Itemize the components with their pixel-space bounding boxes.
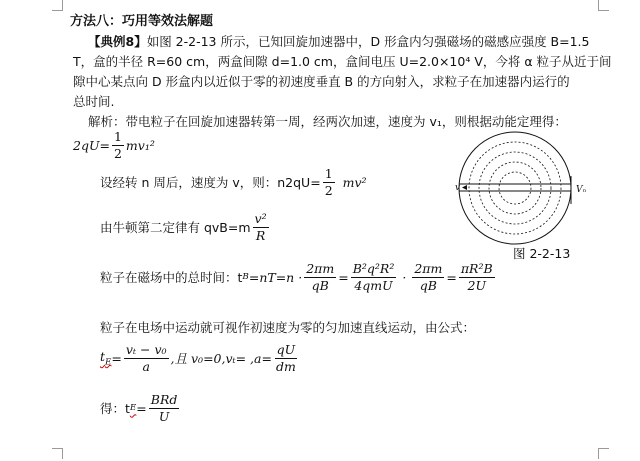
eq1-left: 2qU= — [73, 137, 110, 153]
eq7-eq: = — [136, 400, 147, 416]
dashed-circle-1 — [469, 142, 561, 234]
eq4-f4-num: πR²B — [460, 261, 493, 276]
example-line-3: 隙中心某点向 D 形盒内以近似于零的初速度垂直 B 的方向射入，求粒子在加速器内运行的 — [73, 74, 570, 89]
eq2-prefix: 设经转 n 周后，速度为 v，则：n2qU= — [100, 175, 321, 191]
solution-intro: 解析：带电粒子在回旋加速器转第一周，经两次加速，速度为 v₁，则根据动能定理得： — [88, 114, 567, 129]
example-line-2: T，盒的半径 R=60 cm，两盒间隙 d=1.0 cm，盒间电压 U=2.0×10⁴ V，今将 α 粒子从近于间 — [73, 54, 612, 69]
eq4-dot: · — [402, 269, 407, 285]
eq4-f3-num: 2πm — [414, 261, 443, 276]
eq4-f4-den: 2U — [467, 277, 486, 293]
eq4-sub: B — [242, 272, 249, 283]
dashed-circle-4 — [499, 172, 531, 204]
label-vn: Vₙ — [576, 185, 587, 195]
eq3-prefix: 由牛顿第二定律有 qvB=m — [100, 220, 251, 236]
example-line-1 — [88, 32, 589, 50]
section-heading: 方法八：巧用等效法解题 — [70, 14, 214, 29]
eq7-prefix: 得：t — [100, 401, 130, 417]
eq4-fraction-3 — [412, 262, 444, 293]
eq4-f2-den: 4qmU — [354, 277, 393, 293]
eq4-prefix: 粒子在磁场中的总时间：t — [100, 270, 243, 286]
eq6-num2: qU — [276, 342, 296, 357]
eq4-f1-num: 2πm — [306, 261, 335, 276]
eq2-fraction — [323, 167, 335, 198]
left-arrow-icon — [462, 185, 467, 190]
example-tag: 【典例8】 — [88, 34, 147, 49]
eq1-den: 2 — [113, 145, 122, 161]
eq1-right: mv₁² — [125, 137, 155, 153]
eq3-den: R — [255, 227, 266, 243]
eq3-num: v² — [254, 211, 267, 226]
eq4-f2-num: B²q²R² — [352, 261, 395, 276]
eq4-f3-den: qB — [419, 277, 437, 293]
eq2-right: mv² — [342, 174, 367, 190]
eq4-eq2: = — [446, 269, 457, 285]
eq7-den: U — [158, 408, 170, 424]
eq4-eq1: = — [338, 269, 349, 285]
cyclotron-figure — [455, 128, 615, 248]
eq6-eq: = — [111, 350, 122, 366]
eq6-mid: ,且 v₀=0,vₜ= ,a= — [170, 351, 272, 367]
eq1-num: 1 — [113, 129, 122, 144]
eq7-fraction — [149, 393, 180, 424]
dashed-circle-2 — [479, 152, 551, 224]
eq6-num: vₜ − v₀ — [125, 342, 167, 357]
eq6-left-t: t — [100, 349, 106, 364]
crop-mark-top-left — [52, 0, 63, 11]
eq2-num: 1 — [324, 166, 333, 181]
eq4-fraction-1 — [304, 262, 336, 293]
label-v: v — [455, 183, 461, 193]
eq6-fraction-2 — [274, 343, 298, 374]
equation-magnetic-total-time — [100, 262, 497, 293]
electric-field-statement: 粒子在电场中运动就可视作初速度为零的匀加速直线运动，由公式： — [100, 320, 476, 335]
eq6-left — [100, 349, 111, 368]
outer-circle — [459, 132, 571, 244]
equation-newton-second-law — [100, 212, 271, 243]
eq6-fraction-1 — [124, 343, 169, 374]
eq4-f1-den: qB — [311, 277, 329, 293]
eq6-den: a — [142, 358, 150, 374]
eq2-den: 2 — [324, 182, 333, 198]
crop-mark-bottom-left — [52, 448, 63, 459]
equation-electric-time — [100, 343, 300, 374]
crop-mark-bottom-right — [598, 448, 609, 459]
eq6-den2: dm — [275, 358, 296, 374]
eq4-mid: =nT=n · — [248, 269, 303, 285]
eq4-fraction-4 — [459, 262, 495, 293]
example-text-1: 如图 2-2-13 所示，已知回旋加速器中，D 形盒内匀强磁场的磁感应强度 B=1.5 — [146, 34, 590, 49]
eq6-sub: E — [105, 357, 112, 368]
dashed-circle-3 — [489, 162, 541, 214]
example-line-4: 总时间. — [73, 94, 115, 109]
eq4-fraction-2 — [351, 262, 397, 293]
eq1-fraction — [112, 130, 124, 161]
crop-mark-top-right — [598, 0, 609, 11]
equation-energy-first-turn — [73, 130, 155, 161]
eq7-num: BRd — [150, 392, 178, 407]
figure-caption: 图 2-2-13 — [513, 246, 571, 261]
eq3-fraction — [253, 212, 269, 243]
equation-energy-n-turns — [100, 167, 367, 198]
eq7-sub: E — [129, 403, 137, 414]
equation-electric-result — [100, 393, 181, 424]
